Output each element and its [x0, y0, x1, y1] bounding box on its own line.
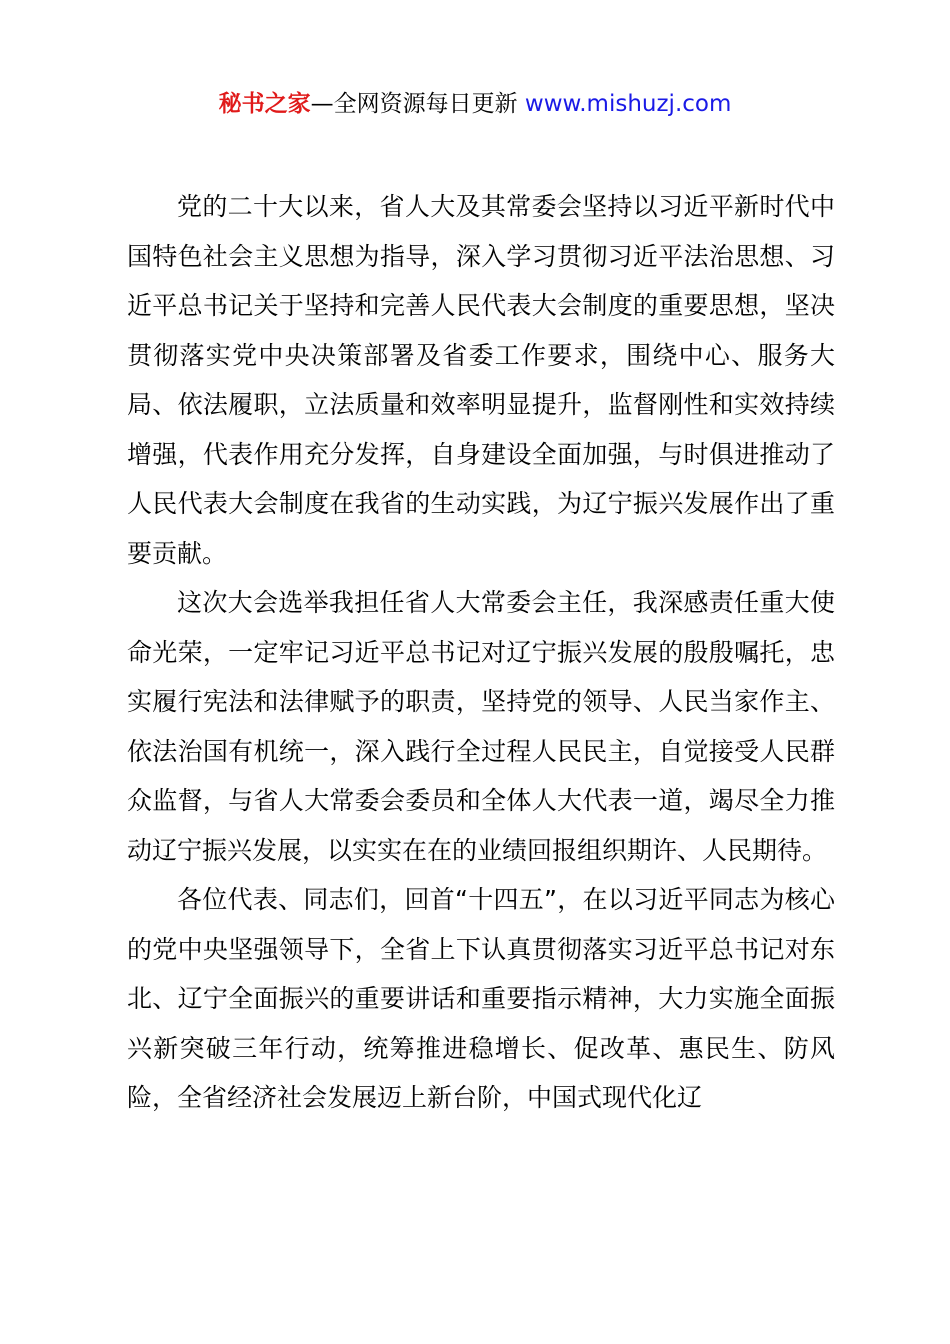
site-url-link[interactable]: www.mishuzj.com — [524, 91, 732, 117]
brand-name: 秘书之家 — [218, 91, 311, 117]
paragraph-2: 这次大会选举我担任省人大常委会主任，我深感责任重大使命光荣，一定牢记习近平总书记对辽宁振兴发展的殷殷嘱托，忠实履行宪法和法律赋予的职责，坚持党的领导、人民当家作主、依法治国有机统一，深入践行全过程人民民主，自觉接受人民群众监督，与省人大常委会委员和全体人大代表一道，竭尽全力推动辽宁振兴发展，以实实在在的业绩回报组织期许、人民期待。 — [127, 588, 835, 865]
header-tagline: —全网资源每日更新 — [310, 91, 525, 117]
paragraph-3: 各位代表、同志们，回首“十四五”，在以习近平同志为核心的党中央坚强领导下，全省上下认真贯彻落实习近平总书记对东北、辽宁全面振兴的重要讲话和重要指示精神，大力实施全面振兴新突破三年行动，统筹推进稳增长、促改革、惠民生、防风险，全省经济社会发展迈上新台阶，中国式现代化辽 — [127, 885, 835, 1112]
page-header — [0, 86, 950, 122]
document-body — [127, 182, 835, 1123]
paragraph-1: 党的二十大以来，省人大及其常委会坚持以习近平新时代中国特色社会主义思想为指导，深入学习贯彻习近平法治思想、习近平总书记关于坚持和完善人民代表大会制度的重要思想，坚决贯彻落实党中央决策部署及省委工作要求，围绕中心、服务大局、依法履职，立法质量和效率明显提升，监督刚性和实效持续增强，代表作用充分发挥，自身建设全面加强，与时俱进推动了人民代表大会制度在我省的生动实践，为辽宁振兴发展作出了重要贡献。 — [127, 192, 835, 568]
